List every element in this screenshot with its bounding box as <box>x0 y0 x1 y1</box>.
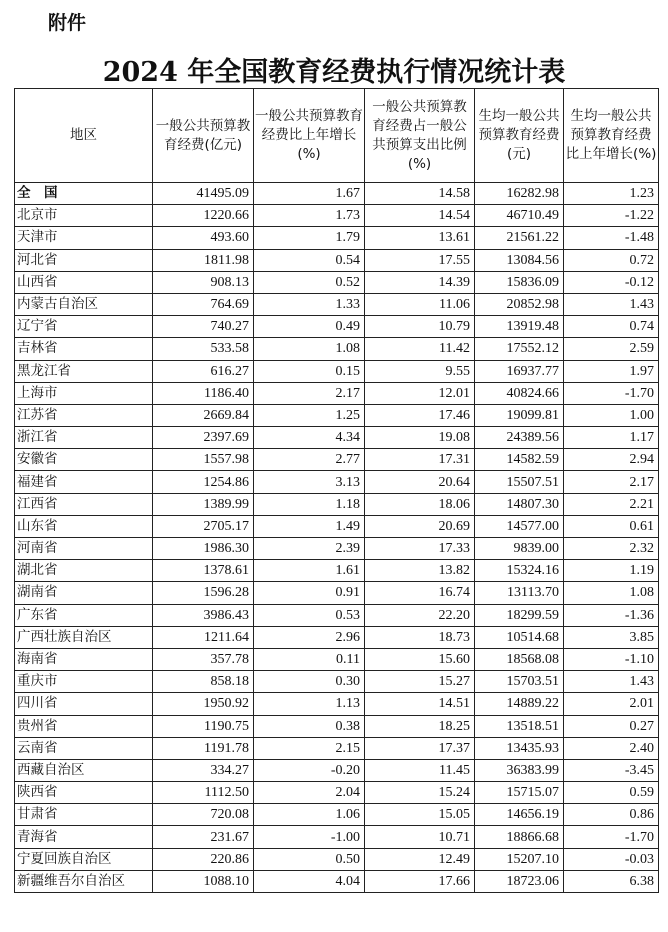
table-row <box>15 671 659 693</box>
table-row <box>15 648 659 670</box>
cell-per-student-growth: -1.70 <box>564 826 659 848</box>
cell-region: 山西省 <box>15 271 153 293</box>
cell-budget: 1986.30 <box>153 538 254 560</box>
cell-budget-share: 15.27 <box>365 671 475 693</box>
cell-per-student: 14577.00 <box>475 515 564 537</box>
cell-budget-share: 15.05 <box>365 804 475 826</box>
cell-region: 四川省 <box>15 693 153 715</box>
cell-budget-growth: 1.18 <box>254 493 365 515</box>
cell-per-student-growth: 0.86 <box>564 804 659 826</box>
cell-budget-share: 20.64 <box>365 471 475 493</box>
cell-region: 河南省 <box>15 538 153 560</box>
table-row <box>15 870 659 892</box>
cell-per-student-growth: 1.08 <box>564 582 659 604</box>
header-budget-growth: 一般公共预算教育经费比上年增长(%) <box>254 89 365 183</box>
cell-per-student-growth: 0.27 <box>564 715 659 737</box>
header-budget-share: 一般公共预算教育经费占一般公共预算支出比例(%) <box>365 89 475 183</box>
cell-region: 青海省 <box>15 826 153 848</box>
cell-per-student-growth: -0.12 <box>564 271 659 293</box>
cell-region: 湖北省 <box>15 560 153 582</box>
cell-per-student: 18299.59 <box>475 604 564 626</box>
cell-per-student: 40824.66 <box>475 382 564 404</box>
table-row <box>15 404 659 426</box>
cell-budget-growth: 0.50 <box>254 848 365 870</box>
cell-budget-share: 17.46 <box>365 404 475 426</box>
cell-budget-share: 15.24 <box>365 782 475 804</box>
cell-per-student: 15703.51 <box>475 671 564 693</box>
cell-per-student-growth: 1.23 <box>564 183 659 205</box>
cell-budget-share: 10.79 <box>365 316 475 338</box>
cell-per-student: 14889.22 <box>475 693 564 715</box>
cell-budget-growth: 1.79 <box>254 227 365 249</box>
cell-per-student: 15324.16 <box>475 560 564 582</box>
cell-per-student: 13113.70 <box>475 582 564 604</box>
table-row <box>15 449 659 471</box>
cell-budget: 764.69 <box>153 293 254 315</box>
cell-region: 辽宁省 <box>15 316 153 338</box>
cell-per-student-growth: -1.10 <box>564 648 659 670</box>
cell-budget: 858.18 <box>153 671 254 693</box>
cell-budget: 1088.10 <box>153 870 254 892</box>
cell-budget-growth: 0.53 <box>254 604 365 626</box>
cell-budget: 1191.78 <box>153 737 254 759</box>
cell-budget-share: 19.08 <box>365 427 475 449</box>
cell-per-student-growth: 2.59 <box>564 338 659 360</box>
cell-budget-growth: 0.54 <box>254 249 365 271</box>
cell-region: 福建省 <box>15 471 153 493</box>
cell-region: 天津市 <box>15 227 153 249</box>
cell-budget-share: 18.06 <box>365 493 475 515</box>
cell-region: 河北省 <box>15 249 153 271</box>
cell-budget: 1389.99 <box>153 493 254 515</box>
cell-budget-share: 14.58 <box>365 183 475 205</box>
table-row <box>15 715 659 737</box>
cell-budget: 41495.09 <box>153 183 254 205</box>
table-row <box>15 737 659 759</box>
table-row <box>15 316 659 338</box>
cell-per-student: 19099.81 <box>475 404 564 426</box>
cell-per-student-growth: 0.61 <box>564 515 659 537</box>
cell-budget: 2705.17 <box>153 515 254 537</box>
cell-per-student: 15207.10 <box>475 848 564 870</box>
cell-budget-share: 14.39 <box>365 271 475 293</box>
cell-budget-growth: 1.73 <box>254 205 365 227</box>
cell-region: 重庆市 <box>15 671 153 693</box>
cell-per-student-growth: 2.40 <box>564 737 659 759</box>
cell-budget-share: 14.51 <box>365 693 475 715</box>
table-row <box>15 183 659 205</box>
cell-region: 甘肃省 <box>15 804 153 826</box>
cell-budget-share: 17.55 <box>365 249 475 271</box>
cell-per-student-growth: 1.19 <box>564 560 659 582</box>
cell-budget-share: 10.71 <box>365 826 475 848</box>
cell-per-student: 14656.19 <box>475 804 564 826</box>
cell-per-student: 13518.51 <box>475 715 564 737</box>
cell-budget-share: 11.42 <box>365 338 475 360</box>
cell-budget: 1220.66 <box>153 205 254 227</box>
cell-region: 新疆维吾尔自治区 <box>15 870 153 892</box>
cell-budget: 908.13 <box>153 271 254 293</box>
cell-budget: 1596.28 <box>153 582 254 604</box>
table-row <box>15 804 659 826</box>
cell-budget-share: 17.31 <box>365 449 475 471</box>
table-row <box>15 382 659 404</box>
table-row <box>15 693 659 715</box>
cell-budget-share: 12.01 <box>365 382 475 404</box>
cell-region: 安徽省 <box>15 449 153 471</box>
cell-budget: 357.78 <box>153 648 254 670</box>
cell-per-student-growth: 0.74 <box>564 316 659 338</box>
cell-budget-growth: 0.91 <box>254 582 365 604</box>
cell-budget-growth: 1.67 <box>254 183 365 205</box>
cell-per-student: 46710.49 <box>475 205 564 227</box>
cell-per-student: 13919.48 <box>475 316 564 338</box>
table-header-row <box>15 89 659 183</box>
cell-budget-growth: 1.49 <box>254 515 365 537</box>
header-per-student-growth: 生均一般公共预算教育经费比上年增长(%) <box>564 89 659 183</box>
cell-budget-growth: 0.30 <box>254 671 365 693</box>
cell-budget: 334.27 <box>153 759 254 781</box>
cell-budget-growth: 3.13 <box>254 471 365 493</box>
cell-region: 浙江省 <box>15 427 153 449</box>
cell-region: 黑龙江省 <box>15 360 153 382</box>
cell-per-student-growth: -3.45 <box>564 759 659 781</box>
cell-budget: 231.67 <box>153 826 254 848</box>
cell-region: 宁夏回族自治区 <box>15 848 153 870</box>
cell-budget-share: 11.45 <box>365 759 475 781</box>
cell-budget-growth: -0.20 <box>254 759 365 781</box>
cell-budget-growth: 1.13 <box>254 693 365 715</box>
cell-per-student-growth: 6.38 <box>564 870 659 892</box>
cell-per-student: 36383.99 <box>475 759 564 781</box>
cell-budget: 1190.75 <box>153 715 254 737</box>
cell-region: 北京市 <box>15 205 153 227</box>
cell-per-student-growth: 3.85 <box>564 626 659 648</box>
table-row <box>15 360 659 382</box>
cell-budget-growth: 0.15 <box>254 360 365 382</box>
table-row <box>15 493 659 515</box>
cell-region: 西藏自治区 <box>15 759 153 781</box>
table-row <box>15 626 659 648</box>
cell-region: 贵州省 <box>15 715 153 737</box>
cell-budget: 2397.69 <box>153 427 254 449</box>
table-row <box>15 427 659 449</box>
cell-per-student: 21561.22 <box>475 227 564 249</box>
table-row <box>15 826 659 848</box>
cell-budget-growth: 0.52 <box>254 271 365 293</box>
cell-region: 广西壮族自治区 <box>15 626 153 648</box>
cell-budget-share: 15.60 <box>365 648 475 670</box>
cell-per-student: 9839.00 <box>475 538 564 560</box>
table-row <box>15 271 659 293</box>
cell-region: 上海市 <box>15 382 153 404</box>
cell-region: 广东省 <box>15 604 153 626</box>
cell-budget-growth: 2.04 <box>254 782 365 804</box>
cell-region: 山东省 <box>15 515 153 537</box>
cell-budget: 2669.84 <box>153 404 254 426</box>
cell-region: 全 国 <box>15 183 153 205</box>
document-title: 2024 年全国教育经费执行情况统计表 <box>102 57 566 88</box>
cell-budget: 616.27 <box>153 360 254 382</box>
cell-budget: 1211.64 <box>153 626 254 648</box>
cell-per-student: 16282.98 <box>475 183 564 205</box>
cell-budget: 1557.98 <box>153 449 254 471</box>
cell-budget-share: 13.61 <box>365 227 475 249</box>
cell-budget: 1811.98 <box>153 249 254 271</box>
cell-budget-growth: 2.96 <box>254 626 365 648</box>
cell-per-student: 20852.98 <box>475 293 564 315</box>
cell-budget: 1378.61 <box>153 560 254 582</box>
cell-region: 江西省 <box>15 493 153 515</box>
cell-budget-growth: -1.00 <box>254 826 365 848</box>
cell-budget-share: 18.25 <box>365 715 475 737</box>
cell-budget-share: 14.54 <box>365 205 475 227</box>
table-row <box>15 848 659 870</box>
cell-per-student-growth: 1.97 <box>564 360 659 382</box>
cell-per-student-growth: 2.01 <box>564 693 659 715</box>
cell-per-student-growth: -1.48 <box>564 227 659 249</box>
cell-budget-share: 22.20 <box>365 604 475 626</box>
cell-budget-growth: 2.15 <box>254 737 365 759</box>
cell-budget: 1112.50 <box>153 782 254 804</box>
cell-budget: 493.60 <box>153 227 254 249</box>
cell-budget-growth: 4.04 <box>254 870 365 892</box>
cell-per-student: 13084.56 <box>475 249 564 271</box>
cell-budget-growth: 1.33 <box>254 293 365 315</box>
cell-per-student-growth: 1.43 <box>564 293 659 315</box>
cell-region: 内蒙古自治区 <box>15 293 153 315</box>
cell-budget: 720.08 <box>153 804 254 826</box>
cell-per-student: 18723.06 <box>475 870 564 892</box>
table-row <box>15 227 659 249</box>
cell-budget-share: 13.82 <box>365 560 475 582</box>
header-region: 地区 <box>15 89 153 183</box>
cell-budget: 1950.92 <box>153 693 254 715</box>
cell-per-student: 15715.07 <box>475 782 564 804</box>
table-row <box>15 538 659 560</box>
cell-per-student: 10514.68 <box>475 626 564 648</box>
table-row <box>15 582 659 604</box>
cell-budget-share: 20.69 <box>365 515 475 537</box>
cell-per-student-growth: -1.70 <box>564 382 659 404</box>
table-row <box>15 604 659 626</box>
cell-per-student-growth: 0.59 <box>564 782 659 804</box>
table-row <box>15 249 659 271</box>
cell-budget-growth: 1.08 <box>254 338 365 360</box>
cell-per-student-growth: -1.36 <box>564 604 659 626</box>
cell-budget-share: 9.55 <box>365 360 475 382</box>
cell-region: 湖南省 <box>15 582 153 604</box>
cell-per-student: 15507.51 <box>475 471 564 493</box>
cell-per-student: 18866.68 <box>475 826 564 848</box>
cell-budget-share: 17.66 <box>365 870 475 892</box>
cell-per-student: 15836.09 <box>475 271 564 293</box>
cell-budget: 220.86 <box>153 848 254 870</box>
header-per-student: 生均一般公共预算教育经费(元) <box>475 89 564 183</box>
cell-per-student-growth: 2.21 <box>564 493 659 515</box>
cell-per-student: 14582.59 <box>475 449 564 471</box>
cell-budget-growth: 0.38 <box>254 715 365 737</box>
cell-per-student-growth: 1.17 <box>564 427 659 449</box>
cell-budget: 740.27 <box>153 316 254 338</box>
cell-region: 云南省 <box>15 737 153 759</box>
cell-budget-share: 18.73 <box>365 626 475 648</box>
cell-budget-growth: 0.11 <box>254 648 365 670</box>
cell-per-student: 16937.77 <box>475 360 564 382</box>
table-row <box>15 759 659 781</box>
cell-per-student-growth: 2.17 <box>564 471 659 493</box>
cell-per-student: 18568.08 <box>475 648 564 670</box>
cell-budget-growth: 2.39 <box>254 538 365 560</box>
cell-per-student-growth: 2.94 <box>564 449 659 471</box>
cell-per-student-growth: 1.43 <box>564 671 659 693</box>
cell-budget-share: 12.49 <box>365 848 475 870</box>
table-row <box>15 471 659 493</box>
header-budget: 一般公共预算教育经费(亿元) <box>153 89 254 183</box>
cell-budget: 1186.40 <box>153 382 254 404</box>
cell-per-student-growth: 2.32 <box>564 538 659 560</box>
table-row <box>15 515 659 537</box>
table-row <box>15 293 659 315</box>
cell-budget-share: 17.33 <box>365 538 475 560</box>
attachment-label: 附件 <box>48 12 87 34</box>
cell-budget-share: 17.37 <box>365 737 475 759</box>
cell-budget-growth: 1.06 <box>254 804 365 826</box>
cell-region: 海南省 <box>15 648 153 670</box>
cell-per-student-growth: -0.03 <box>564 848 659 870</box>
cell-region: 陕西省 <box>15 782 153 804</box>
cell-budget: 533.58 <box>153 338 254 360</box>
table-row <box>15 205 659 227</box>
cell-budget: 1254.86 <box>153 471 254 493</box>
cell-budget-growth: 0.49 <box>254 316 365 338</box>
cell-per-student: 24389.56 <box>475 427 564 449</box>
cell-per-student: 17552.12 <box>475 338 564 360</box>
cell-budget-growth: 2.17 <box>254 382 365 404</box>
cell-per-student: 14807.30 <box>475 493 564 515</box>
cell-per-student-growth: -1.22 <box>564 205 659 227</box>
cell-budget: 3986.43 <box>153 604 254 626</box>
cell-per-student-growth: 0.72 <box>564 249 659 271</box>
table-row <box>15 782 659 804</box>
table-row <box>15 560 659 582</box>
education-expenditure-table <box>14 88 659 893</box>
cell-budget-growth: 4.34 <box>254 427 365 449</box>
table-row <box>15 338 659 360</box>
cell-region: 江苏省 <box>15 404 153 426</box>
cell-region: 吉林省 <box>15 338 153 360</box>
cell-budget-growth: 2.77 <box>254 449 365 471</box>
cell-per-student-growth: 1.00 <box>564 404 659 426</box>
cell-per-student: 13435.93 <box>475 737 564 759</box>
cell-budget-growth: 1.61 <box>254 560 365 582</box>
cell-budget-share: 11.06 <box>365 293 475 315</box>
cell-budget-growth: 1.25 <box>254 404 365 426</box>
cell-budget-share: 16.74 <box>365 582 475 604</box>
